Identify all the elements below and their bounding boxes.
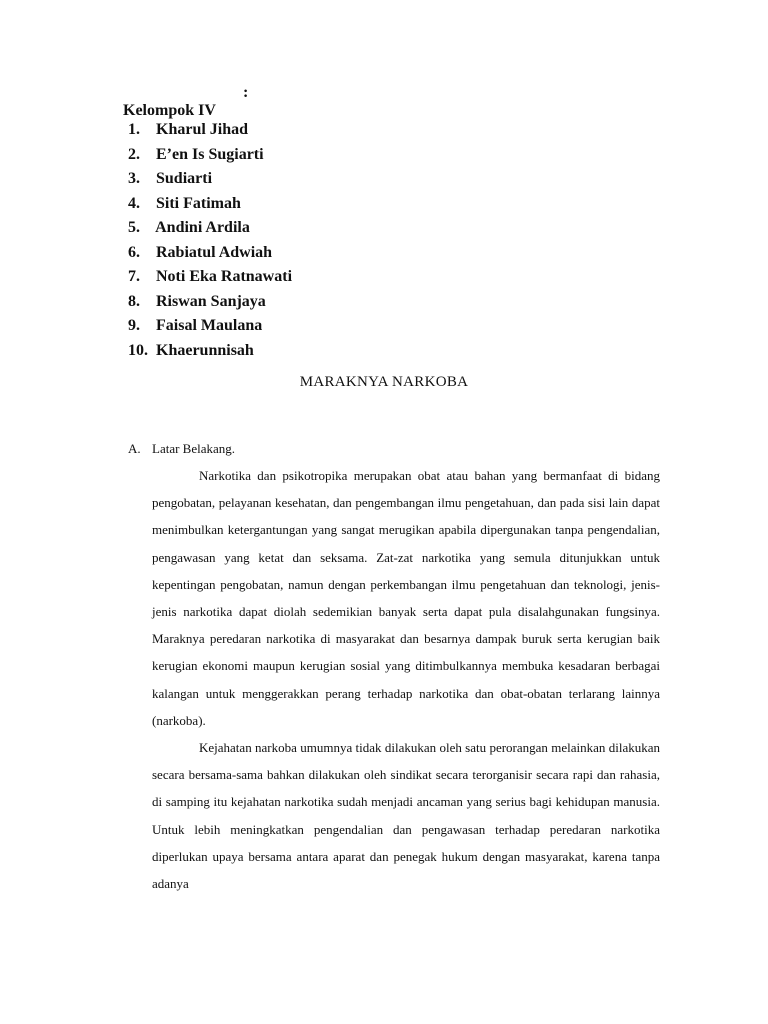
member-item (128, 241, 292, 266)
member-name: Siti Fatimah (156, 194, 241, 212)
section-heading-text: Latar Belakang. (152, 441, 236, 456)
member-item (128, 314, 292, 339)
body-paragraph: Narkotika dan psikotropika merupakan obat atau bahan yang bermanfaat di bidang pengobatan, pelayanan kesehatan, dan pengembangan ilmu pengetahuan, dan pada sisi lain dapat menimbulkan ketergantungan yang sangat merugikan apabila dipergunakan tanpa pengendalian, pengawasan yang ketat dan seksama. Zat-zat narkotika yang semula ditunjukkan untuk kepentingan pengobatan, namun dengan perkembangan ilmu pengetahuan dan teknologi, jenis-jenis narkotika dapat diolah sedemikian banyak serta dapat pula disalahgunakan fungsinya. Maraknya peredaran narkotika di masyarakat dan besarnya dampak buruk serta kerugian baik kerugian ekonomi maupun kerugian sosial yang ditimbulkannya membuka kesadaran berbagai kalangan untuk menggerakkan perang terhadap narkotika dan obat-obatan terlarang lainnya (narkoba). (152, 468, 660, 728)
member-name: Noti Eka Ratnawati (156, 268, 293, 285)
member-item (128, 290, 292, 315)
member-item (128, 265, 292, 290)
member-name: Riswan Sanjaya (156, 292, 266, 310)
member-name: Rabiatul Adwiah (156, 243, 273, 261)
member-number: 4. (128, 194, 140, 212)
member-item (128, 118, 292, 143)
group-colon: : (243, 84, 249, 101)
member-number: 1. (128, 121, 140, 138)
member-item (128, 339, 292, 364)
body-paragraph: Kejahatan narkoba umumnya tidak dilakukan oleh satu perorangan melainkan dilakukan secara bersama-sama bahkan dilakukan oleh sindikat secara terorganisir secara rapi dan rahasia, di samping itu kejahatan narkotika sudah menjadi ancaman yang serius bagi kehidupan manusia. Untuk lebih meningkatkan pengendalian dan pengawasan terhadap peredaran narkotika diperlukan upaya bersama antara aparat dan penegak hukum dengan masyarakat, karena tanpa adanya (152, 740, 660, 892)
section-heading (128, 441, 235, 457)
member-name: Khaerunnisah (156, 341, 254, 359)
member-number: 3. (128, 170, 140, 187)
member-number: 8. (128, 292, 140, 310)
member-name: Sudiarti (156, 170, 213, 187)
member-number: 5. (128, 219, 140, 236)
member-name: Andini Ardila (155, 219, 250, 236)
member-item (128, 216, 292, 241)
member-name: E’en Is Sugiarti (156, 145, 264, 163)
member-number: 6. (128, 243, 140, 261)
member-item (128, 192, 292, 217)
member-number: 9. (128, 317, 140, 334)
member-number: 10. (128, 341, 148, 359)
member-list (128, 118, 292, 363)
group-label: Kelompok IV (123, 102, 216, 119)
member-item (128, 143, 292, 168)
member-number: 7. (128, 268, 140, 285)
member-name: Kharul Jihad (156, 121, 249, 138)
section-body (152, 462, 660, 897)
member-number: 2. (128, 145, 140, 163)
member-item (128, 167, 292, 192)
member-name: Faisal Maulana (156, 317, 263, 334)
document-title: MARAKNYA NARKOBA (299, 374, 469, 390)
section-letter: A. (128, 441, 141, 456)
